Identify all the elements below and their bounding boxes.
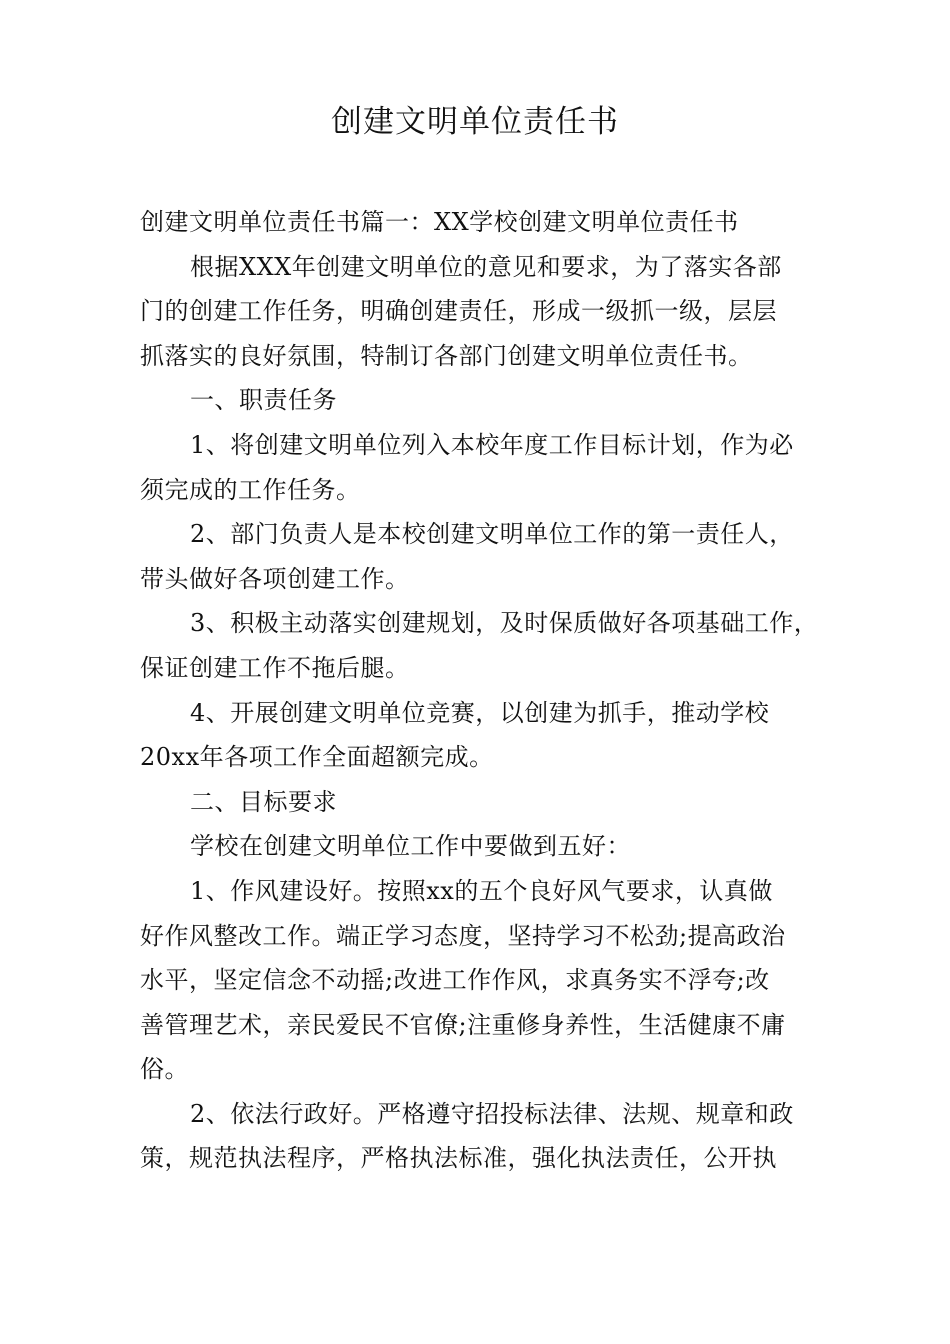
text-line: 4、开展创建文明单位竞赛，以创建为抓手，推动学校 — [190, 698, 770, 727]
text-line: 创建文明单位责任书篇一：XX学校创建文明单位责任书 — [140, 208, 739, 236]
text-line: 3、积极主动落实创建规划，及时保质做好各项基础工作， — [190, 609, 819, 638]
text-line: 水平，坚定信念不动摇;改进工作作风，求真务实不浮夸;改 — [140, 966, 770, 995]
section-heading: 一、职责任务 — [190, 386, 337, 415]
text-line: 2、依法行政好。严格遵守招投标法律、法规、规章和政 — [190, 1099, 794, 1128]
text-line: 2、部门负责人是本校创建文明单位工作的第一责任人， — [190, 520, 794, 549]
text-line: 根据XXX年创建文明单位的意见和要求，为了落实各部 — [190, 252, 782, 281]
section-heading: 二、目标要求 — [190, 787, 337, 816]
text-line: 1、作风建设好。按照xx的五个良好风气要求，认真做 — [190, 876, 773, 905]
text-line: 俗。 — [140, 1055, 189, 1084]
text-line: 须完成的工作任务。 — [140, 475, 361, 504]
text-line: 善管理艺术，亲民爱民不官僚;注重修身养性，生活健康不庸 — [140, 1010, 786, 1039]
document-title: 创建文明单位责任书 — [331, 104, 619, 140]
text-line: 学校在创建文明单位工作中要做到五好： — [190, 832, 631, 861]
text-line: 20xx年各项工作全面超额完成。 — [140, 743, 494, 772]
document-body — [140, 200, 840, 1181]
text-line: 1、将创建文明单位列入本校年度工作目标计划，作为必 — [190, 430, 794, 459]
text-line: 策，规范执法程序，严格执法标准，强化执法责任，公开执 — [140, 1144, 777, 1173]
text-line: 保证创建工作不拖后腿。 — [140, 653, 410, 682]
text-line: 带头做好各项创建工作。 — [140, 564, 410, 593]
text-line: 抓落实的良好氛围，特制订各部门创建文明单位责任书。 — [140, 341, 753, 370]
text-line: 门的创建工作任务，明确创建责任，形成一级抓一级，层层 — [140, 297, 777, 326]
text-line: 好作风整改工作。端正学习态度，坚持学习不松劲;提高政治 — [140, 921, 786, 950]
